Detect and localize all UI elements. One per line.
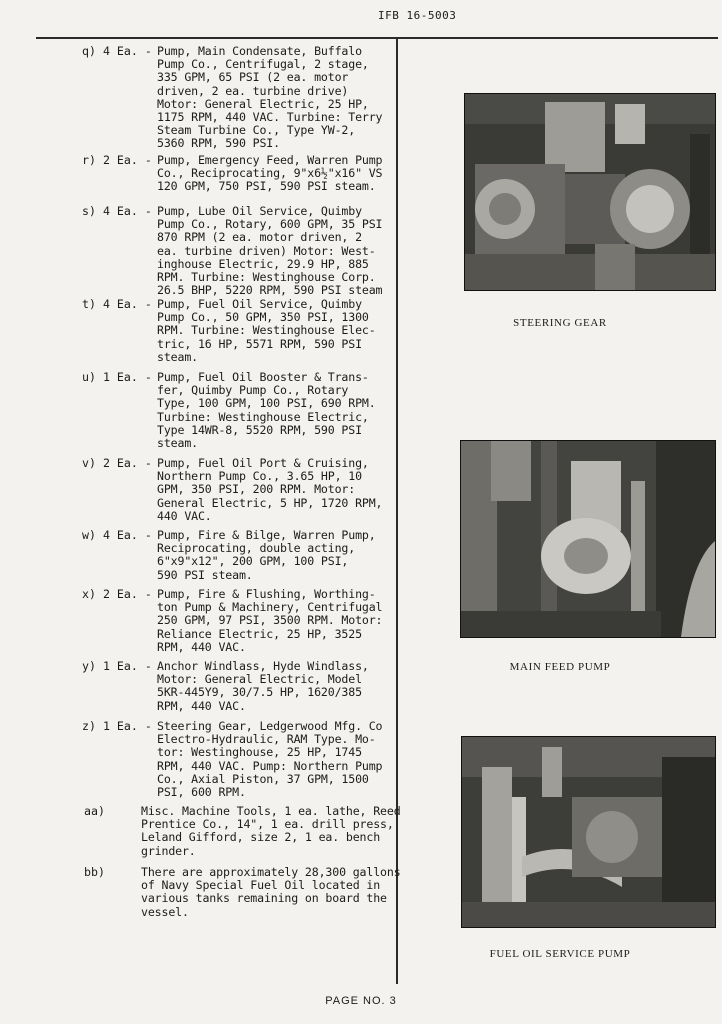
item-text: Pump, Fire & Bilge, Warren Pump, Reciprocating, double acting, 6"x9"x12", 200 GPM, 100 PSI, 590 PSI steam. (157, 528, 376, 582)
page-number: PAGE NO. 3 (325, 995, 397, 1007)
item-text: Pump, Main Condensate, Buffalo Pump Co., Centrifugal, 2 stage, 335 GPM, 65 PSI (2 ea. motor driven, 2 ea. turbine drive) Motor: General Electric, 25 HP, 1175 RPM, 440 VAC. Turbine: Terry Steam Turbine Co., Type YW-2, 5360 RPM, 590 PSI. (157, 44, 383, 151)
document-number: IFB 16-5003 (378, 9, 457, 22)
item-marker: q) 4 Ea. - (82, 44, 152, 58)
item-text: Pump, Lube Oil Service, Quimby Pump Co., Rotary, 600 GPM, 35 PSI 870 RPM (2 ea. motor driven, 2 ea. turbine driven) Motor: West- inghouse Electric, 29.9 HP, 885 RPM. Turbine: Westinghouse Corp. 26.5 BHP, 5220 RPM, 590 PSI steam (157, 204, 383, 298)
item-marker: u) 1 Ea. - (82, 370, 152, 384)
item-marker: aa) (84, 804, 105, 818)
steering-gear-photo (464, 93, 716, 291)
item-marker: x) 2 Ea. - (82, 587, 152, 601)
item-marker: v) 2 Ea. - (82, 456, 152, 470)
fuel-oil-service-pump-caption: FUEL OIL SERVICE PUMP (489, 948, 631, 960)
photo-column (398, 0, 722, 1024)
item-text: Pump, Fuel Oil Booster & Trans- fer, Quimby Pump Co., Rotary Type, 100 GPM, 100 PSI, 690 RPM. Turbine: Westinghouse Electric, Type 14WR-8, 5520 RPM, 590 PSI steam. (157, 370, 376, 451)
steering-gear-caption: STEERING GEAR (513, 317, 607, 329)
item-marker: s) 4 Ea. - (82, 204, 152, 218)
item-text: Pump, Fuel Oil Port & Cruising, Northern Pump Co., 3.65 HP, 10 GPM, 350 PSI, 200 RPM. Motor: General Electric, 5 HP, 1720 RPM, 440 VAC. (157, 456, 383, 523)
item-marker: y) 1 Ea. - (82, 659, 152, 673)
main-feed-pump-caption: MAIN FEED PUMP (509, 661, 611, 673)
item-text: Steering Gear, Ledgerwood Mfg. Co Electro-Hydraulic, RAM Type. Mo- tor: Westinghouse, 25 HP, 1745 RPM, 440 VAC. Pump: Northern Pump Co., Axial Piston, 37 GPM, 1500 PSI, 600 RPM. (157, 719, 383, 800)
item-marker: z) 1 Ea. - (82, 719, 152, 733)
item-text: Pump, Emergency Feed, Warren Pump Co., Reciprocating, 9"x6½"x16" VS 120 GPM, 750 PSI, 590 PSI steam. (157, 153, 383, 194)
item-marker: t) 4 Ea. - (82, 297, 152, 311)
item-text: Pump, Fire & Flushing, Worthing- ton Pump & Machinery, Centrifugal 250 GPM, 97 PSI, 3500 RPM. Motor: Reliance Electric, 25 HP, 3525 RPM, 440 VAC. (157, 587, 383, 654)
item-text: There are approximately 28,300 gallons of Navy Special Fuel Oil located in various tanks remaining on board the vessel. (141, 865, 401, 919)
item-marker: r) 2 Ea. - (82, 153, 152, 167)
item-marker: w) 4 Ea. - (82, 528, 152, 542)
item-marker: bb) (84, 865, 105, 879)
fuel-oil-service-pump-photo (461, 736, 716, 928)
main-feed-pump-photo (460, 440, 716, 638)
item-text: Pump, Fuel Oil Service, Quimby Pump Co., 50 GPM, 350 PSI, 1300 RPM. Turbine: Westinghouse Elec- tric, 16 HP, 5571 RPM, 590 PSI steam. (157, 297, 376, 364)
item-text: Misc. Machine Tools, 1 ea. lathe, Reed Prentice Co., 14", 1 ea. drill press, Leland Gifford, size 2, 1 ea. bench grinder. (141, 804, 401, 858)
item-text: Anchor Windlass, Hyde Windlass, Motor: General Electric, Model 5KR-445Y9, 30/7.5 HP, 1620/385 RPM, 440 VAC. (157, 659, 369, 713)
